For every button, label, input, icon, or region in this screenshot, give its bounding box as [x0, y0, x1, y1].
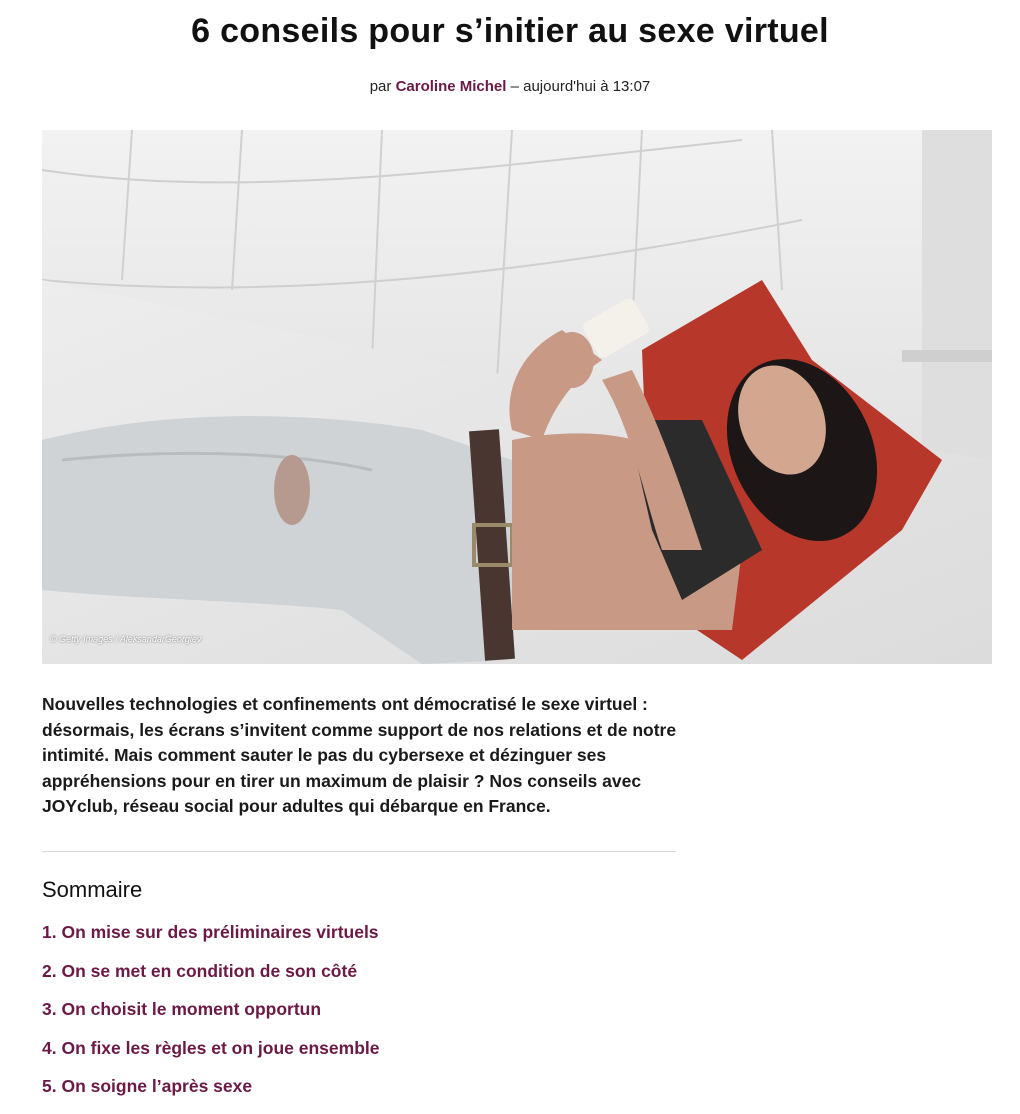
- toc-item: [42, 1075, 379, 1114]
- toc-item: [42, 960, 379, 999]
- article-title: 6 conseils pour s’initier au sexe virtuel: [191, 12, 829, 50]
- author-link[interactable]: Caroline Michel: [395, 78, 507, 95]
- byline-prefix: par: [369, 78, 392, 95]
- photo-credit: © Getty Images / AleksandarGeorgiev: [50, 634, 202, 644]
- toc-link-5[interactable]: 5. On soigne l’après sexe: [42, 1076, 253, 1096]
- publish-date: – aujourd'hui à 13:07: [510, 78, 651, 95]
- article-lede: Nouvelles technologies et confinements ont démocratisé le sexe virtuel : désormais, les écrans s’invitent comme support de nos relations et de notre intimité. Mais comment sauter le pas du cybersexe et dézinguer ses appréhensions pour en tirer un maximum de plaisir ? Nos conseils avec JOYclub, réseau social pour adultes qui débarque en France.: [42, 694, 677, 816]
- toc-link-3[interactable]: 3. On choisit le moment opportun: [42, 999, 322, 1019]
- toc-item: [42, 921, 379, 960]
- toc-link-4[interactable]: 4. On fixe les règles et on joue ensemble: [42, 1037, 380, 1058]
- toc-item: [42, 1037, 379, 1076]
- byline: [0, 78, 1020, 95]
- hero-photo-illustration: [42, 130, 992, 664]
- toc-heading: Sommaire: [42, 877, 143, 902]
- toc-item: [42, 998, 379, 1037]
- section-divider: [42, 851, 676, 852]
- table-of-contents: [42, 921, 379, 1114]
- toc-link-2[interactable]: 2. On se met en condition de son côté: [42, 960, 358, 981]
- toc-link-1[interactable]: 1. On mise sur des préliminaires virtuels: [42, 922, 379, 942]
- hero-image: [42, 130, 992, 664]
